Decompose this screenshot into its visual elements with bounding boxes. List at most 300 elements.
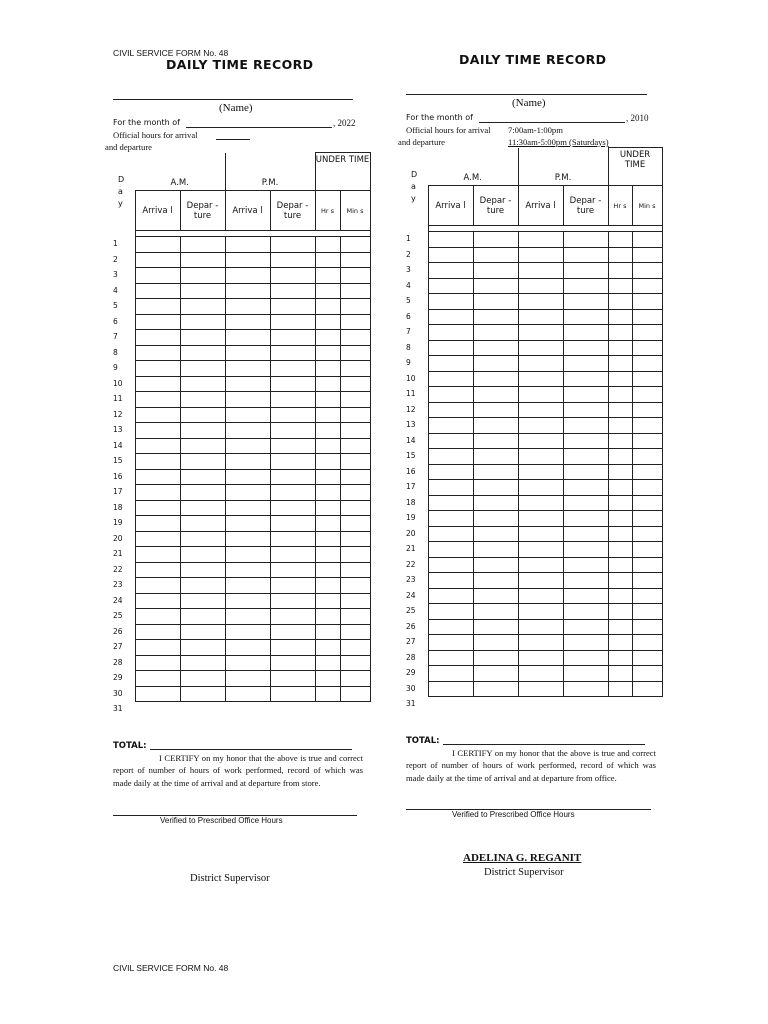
time-cell[interactable]: [428, 697, 473, 712]
time-cell[interactable]: [225, 330, 270, 346]
time-cell[interactable]: [632, 418, 662, 434]
time-cell[interactable]: [315, 438, 340, 454]
time-cell[interactable]: [563, 294, 608, 310]
time-cell[interactable]: [225, 438, 270, 454]
time-cell[interactable]: [428, 232, 473, 248]
time-cell[interactable]: [135, 314, 180, 330]
time-cell[interactable]: [315, 237, 340, 253]
time-cell[interactable]: [428, 340, 473, 356]
time-cell[interactable]: [428, 573, 473, 589]
time-cell[interactable]: [135, 671, 180, 687]
time-cell[interactable]: [225, 500, 270, 516]
time-cell[interactable]: [270, 624, 315, 640]
time-cell[interactable]: [518, 449, 563, 465]
time-cell[interactable]: [608, 232, 632, 248]
time-cell[interactable]: [270, 609, 315, 625]
time-cell[interactable]: [563, 387, 608, 403]
time-cell[interactable]: [315, 500, 340, 516]
time-cell[interactable]: [608, 697, 632, 712]
time-cell[interactable]: [180, 438, 225, 454]
time-cell[interactable]: [473, 480, 518, 496]
time-cell[interactable]: [632, 635, 662, 651]
time-cell[interactable]: [632, 402, 662, 418]
time-cell[interactable]: [135, 299, 180, 315]
time-cell[interactable]: [632, 557, 662, 573]
time-cell[interactable]: [608, 464, 632, 480]
time-cell[interactable]: [340, 423, 370, 439]
time-cell[interactable]: [270, 469, 315, 485]
time-cell[interactable]: [180, 330, 225, 346]
time-cell[interactable]: [340, 516, 370, 532]
time-cell[interactable]: [340, 531, 370, 547]
time-cell[interactable]: [315, 624, 340, 640]
time-cell[interactable]: [563, 635, 608, 651]
time-cell[interactable]: [632, 387, 662, 403]
time-cell[interactable]: [225, 469, 270, 485]
time-cell[interactable]: [518, 371, 563, 387]
time-cell[interactable]: [270, 454, 315, 470]
time-cell[interactable]: [428, 557, 473, 573]
time-cell[interactable]: [518, 557, 563, 573]
time-cell[interactable]: [608, 371, 632, 387]
time-cell[interactable]: [518, 247, 563, 263]
time-cell[interactable]: [340, 283, 370, 299]
time-cell[interactable]: [632, 650, 662, 666]
time-cell[interactable]: [340, 438, 370, 454]
time-cell[interactable]: [563, 681, 608, 697]
time-cell[interactable]: [180, 361, 225, 377]
time-cell[interactable]: [518, 588, 563, 604]
time-cell[interactable]: [315, 609, 340, 625]
time-cell[interactable]: [428, 681, 473, 697]
time-cell[interactable]: [180, 237, 225, 253]
time-cell[interactable]: [563, 495, 608, 511]
time-cell[interactable]: [180, 516, 225, 532]
time-cell[interactable]: [340, 547, 370, 563]
time-cell[interactable]: [563, 666, 608, 682]
time-cell[interactable]: [473, 325, 518, 341]
time-cell[interactable]: [632, 340, 662, 356]
time-cell[interactable]: [180, 562, 225, 578]
time-cell[interactable]: [428, 604, 473, 620]
time-cell[interactable]: [473, 666, 518, 682]
time-cell[interactable]: [563, 278, 608, 294]
time-cell[interactable]: [340, 593, 370, 609]
time-cell[interactable]: [315, 268, 340, 284]
time-cell[interactable]: [135, 423, 180, 439]
time-cell[interactable]: [563, 697, 608, 712]
time-cell[interactable]: [428, 325, 473, 341]
time-cell[interactable]: [518, 418, 563, 434]
time-cell[interactable]: [473, 619, 518, 635]
time-cell[interactable]: [340, 330, 370, 346]
time-cell[interactable]: [315, 578, 340, 594]
time-cell[interactable]: [340, 609, 370, 625]
time-cell[interactable]: [135, 407, 180, 423]
time-cell[interactable]: [270, 423, 315, 439]
time-cell[interactable]: [315, 283, 340, 299]
time-cell[interactable]: [225, 283, 270, 299]
time-cell[interactable]: [608, 278, 632, 294]
time-cell[interactable]: [270, 516, 315, 532]
time-cell[interactable]: [632, 464, 662, 480]
time-cell[interactable]: [340, 702, 370, 717]
time-cell[interactable]: [608, 573, 632, 589]
time-cell[interactable]: [563, 650, 608, 666]
time-cell[interactable]: [270, 268, 315, 284]
time-cell[interactable]: [473, 402, 518, 418]
time-cell[interactable]: [518, 511, 563, 527]
time-cell[interactable]: [518, 325, 563, 341]
time-cell[interactable]: [135, 686, 180, 702]
time-cell[interactable]: [225, 624, 270, 640]
time-cell[interactable]: [473, 449, 518, 465]
time-cell[interactable]: [632, 433, 662, 449]
time-cell[interactable]: [340, 361, 370, 377]
time-cell[interactable]: [315, 392, 340, 408]
time-cell[interactable]: [270, 500, 315, 516]
time-cell[interactable]: [180, 686, 225, 702]
time-cell[interactable]: [632, 495, 662, 511]
time-cell[interactable]: [632, 294, 662, 310]
time-cell[interactable]: [428, 309, 473, 325]
time-cell[interactable]: [180, 547, 225, 563]
time-cell[interactable]: [563, 325, 608, 341]
time-cell[interactable]: [473, 309, 518, 325]
time-cell[interactable]: [315, 655, 340, 671]
time-cell[interactable]: [632, 619, 662, 635]
time-cell[interactable]: [632, 356, 662, 372]
time-cell[interactable]: [473, 247, 518, 263]
time-cell[interactable]: [135, 500, 180, 516]
time-cell[interactable]: [270, 531, 315, 547]
time-cell[interactable]: [340, 454, 370, 470]
time-cell[interactable]: [518, 480, 563, 496]
time-cell[interactable]: [135, 376, 180, 392]
time-cell[interactable]: [180, 469, 225, 485]
time-cell[interactable]: [180, 314, 225, 330]
time-cell[interactable]: [135, 485, 180, 501]
time-cell[interactable]: [270, 686, 315, 702]
time-cell[interactable]: [340, 345, 370, 361]
time-cell[interactable]: [135, 330, 180, 346]
time-cell[interactable]: [315, 593, 340, 609]
time-cell[interactable]: [473, 356, 518, 372]
time-cell[interactable]: [428, 464, 473, 480]
time-cell[interactable]: [608, 356, 632, 372]
time-cell[interactable]: [428, 635, 473, 651]
time-cell[interactable]: [473, 511, 518, 527]
time-cell[interactable]: [428, 480, 473, 496]
time-cell[interactable]: [518, 263, 563, 279]
time-cell[interactable]: [180, 485, 225, 501]
time-cell[interactable]: [632, 681, 662, 697]
time-cell[interactable]: [563, 263, 608, 279]
time-cell[interactable]: [608, 604, 632, 620]
time-cell[interactable]: [428, 387, 473, 403]
time-cell[interactable]: [608, 495, 632, 511]
time-cell[interactable]: [563, 619, 608, 635]
time-cell[interactable]: [632, 573, 662, 589]
time-cell[interactable]: [340, 314, 370, 330]
time-cell[interactable]: [340, 469, 370, 485]
time-cell[interactable]: [563, 371, 608, 387]
time-cell[interactable]: [180, 376, 225, 392]
time-cell[interactable]: [563, 418, 608, 434]
time-cell[interactable]: [340, 407, 370, 423]
time-cell[interactable]: [225, 655, 270, 671]
time-cell[interactable]: [225, 593, 270, 609]
time-cell[interactable]: [315, 485, 340, 501]
time-cell[interactable]: [180, 268, 225, 284]
time-cell[interactable]: [473, 557, 518, 573]
time-cell[interactable]: [428, 650, 473, 666]
time-cell[interactable]: [518, 681, 563, 697]
time-cell[interactable]: [180, 624, 225, 640]
time-cell[interactable]: [608, 263, 632, 279]
time-cell[interactable]: [225, 485, 270, 501]
time-cell[interactable]: [632, 526, 662, 542]
time-cell[interactable]: [632, 604, 662, 620]
time-cell[interactable]: [225, 671, 270, 687]
time-cell[interactable]: [225, 454, 270, 470]
time-cell[interactable]: [315, 423, 340, 439]
time-cell[interactable]: [180, 392, 225, 408]
time-cell[interactable]: [428, 619, 473, 635]
time-cell[interactable]: [315, 299, 340, 315]
time-cell[interactable]: [563, 557, 608, 573]
time-cell[interactable]: [608, 635, 632, 651]
time-cell[interactable]: [135, 609, 180, 625]
time-cell[interactable]: [563, 588, 608, 604]
time-cell[interactable]: [315, 345, 340, 361]
time-cell[interactable]: [225, 361, 270, 377]
time-cell[interactable]: [428, 418, 473, 434]
time-cell[interactable]: [225, 376, 270, 392]
time-cell[interactable]: [270, 392, 315, 408]
time-cell[interactable]: [518, 402, 563, 418]
time-cell[interactable]: [270, 547, 315, 563]
time-cell[interactable]: [608, 666, 632, 682]
time-cell[interactable]: [563, 449, 608, 465]
time-cell[interactable]: [518, 526, 563, 542]
time-cell[interactable]: [135, 469, 180, 485]
time-cell[interactable]: [270, 283, 315, 299]
time-cell[interactable]: [632, 325, 662, 341]
time-cell[interactable]: [473, 387, 518, 403]
time-cell[interactable]: [473, 278, 518, 294]
time-cell[interactable]: [270, 671, 315, 687]
time-cell[interactable]: [473, 635, 518, 651]
time-cell[interactable]: [632, 449, 662, 465]
time-cell[interactable]: [473, 418, 518, 434]
time-cell[interactable]: [340, 500, 370, 516]
time-cell[interactable]: [135, 593, 180, 609]
time-cell[interactable]: [608, 387, 632, 403]
time-cell[interactable]: [180, 609, 225, 625]
time-cell[interactable]: [518, 387, 563, 403]
time-cell[interactable]: [135, 531, 180, 547]
time-cell[interactable]: [270, 578, 315, 594]
time-cell[interactable]: [180, 283, 225, 299]
time-cell[interactable]: [270, 237, 315, 253]
time-cell[interactable]: [135, 361, 180, 377]
time-cell[interactable]: [270, 330, 315, 346]
time-cell[interactable]: [428, 356, 473, 372]
time-cell[interactable]: [340, 252, 370, 268]
time-cell[interactable]: [315, 361, 340, 377]
time-cell[interactable]: [225, 345, 270, 361]
time-cell[interactable]: [608, 247, 632, 263]
time-cell[interactable]: [563, 309, 608, 325]
time-cell[interactable]: [225, 314, 270, 330]
time-cell[interactable]: [340, 392, 370, 408]
time-cell[interactable]: [225, 578, 270, 594]
time-cell[interactable]: [340, 299, 370, 315]
time-cell[interactable]: [473, 697, 518, 712]
time-cell[interactable]: [608, 418, 632, 434]
time-cell[interactable]: [473, 526, 518, 542]
time-cell[interactable]: [473, 604, 518, 620]
time-cell[interactable]: [180, 640, 225, 656]
time-cell[interactable]: [428, 247, 473, 263]
time-cell[interactable]: [180, 252, 225, 268]
time-cell[interactable]: [340, 237, 370, 253]
time-cell[interactable]: [632, 263, 662, 279]
time-cell[interactable]: [315, 516, 340, 532]
time-cell[interactable]: [270, 376, 315, 392]
time-cell[interactable]: [563, 573, 608, 589]
time-cell[interactable]: [608, 650, 632, 666]
time-cell[interactable]: [180, 593, 225, 609]
time-cell[interactable]: [225, 702, 270, 717]
time-cell[interactable]: [225, 516, 270, 532]
time-cell[interactable]: [518, 495, 563, 511]
time-cell[interactable]: [473, 464, 518, 480]
time-cell[interactable]: [518, 356, 563, 372]
time-cell[interactable]: [340, 376, 370, 392]
time-cell[interactable]: [428, 278, 473, 294]
time-cell[interactable]: [428, 511, 473, 527]
time-cell[interactable]: [563, 340, 608, 356]
time-cell[interactable]: [225, 609, 270, 625]
time-cell[interactable]: [608, 402, 632, 418]
time-cell[interactable]: [225, 237, 270, 253]
time-cell[interactable]: [608, 480, 632, 496]
time-cell[interactable]: [135, 438, 180, 454]
time-cell[interactable]: [608, 309, 632, 325]
time-cell[interactable]: [135, 516, 180, 532]
time-cell[interactable]: [563, 356, 608, 372]
time-cell[interactable]: [473, 650, 518, 666]
time-cell[interactable]: [135, 392, 180, 408]
time-cell[interactable]: [428, 449, 473, 465]
time-cell[interactable]: [270, 252, 315, 268]
time-cell[interactable]: [632, 588, 662, 604]
time-cell[interactable]: [632, 247, 662, 263]
time-cell[interactable]: [340, 268, 370, 284]
time-cell[interactable]: [608, 325, 632, 341]
time-cell[interactable]: [180, 345, 225, 361]
time-cell[interactable]: [135, 252, 180, 268]
time-cell[interactable]: [270, 562, 315, 578]
time-cell[interactable]: [135, 547, 180, 563]
time-cell[interactable]: [632, 697, 662, 712]
time-cell[interactable]: [563, 402, 608, 418]
time-cell[interactable]: [135, 268, 180, 284]
time-cell[interactable]: [632, 511, 662, 527]
time-cell[interactable]: [180, 423, 225, 439]
time-cell[interactable]: [518, 433, 563, 449]
time-cell[interactable]: [315, 531, 340, 547]
time-cell[interactable]: [340, 624, 370, 640]
time-cell[interactable]: [135, 655, 180, 671]
time-cell[interactable]: [518, 309, 563, 325]
time-cell[interactable]: [270, 438, 315, 454]
time-cell[interactable]: [315, 252, 340, 268]
time-cell[interactable]: [340, 485, 370, 501]
time-cell[interactable]: [608, 294, 632, 310]
time-cell[interactable]: [270, 640, 315, 656]
time-cell[interactable]: [608, 619, 632, 635]
time-cell[interactable]: [135, 345, 180, 361]
time-cell[interactable]: [518, 697, 563, 712]
time-cell[interactable]: [315, 330, 340, 346]
time-cell[interactable]: [315, 702, 340, 717]
time-cell[interactable]: [428, 542, 473, 558]
time-cell[interactable]: [518, 278, 563, 294]
time-cell[interactable]: [608, 588, 632, 604]
time-cell[interactable]: [428, 588, 473, 604]
time-cell[interactable]: [340, 640, 370, 656]
time-cell[interactable]: [473, 263, 518, 279]
time-cell[interactable]: [428, 433, 473, 449]
time-cell[interactable]: [225, 547, 270, 563]
time-cell[interactable]: [135, 578, 180, 594]
time-cell[interactable]: [563, 464, 608, 480]
time-cell[interactable]: [518, 650, 563, 666]
time-cell[interactable]: [340, 562, 370, 578]
time-cell[interactable]: [428, 263, 473, 279]
time-cell[interactable]: [428, 402, 473, 418]
time-cell[interactable]: [608, 557, 632, 573]
time-cell[interactable]: [315, 562, 340, 578]
time-cell[interactable]: [315, 686, 340, 702]
time-cell[interactable]: [632, 371, 662, 387]
time-cell[interactable]: [340, 655, 370, 671]
time-cell[interactable]: [270, 345, 315, 361]
time-cell[interactable]: [180, 702, 225, 717]
time-cell[interactable]: [180, 454, 225, 470]
time-cell[interactable]: [135, 454, 180, 470]
time-cell[interactable]: [518, 666, 563, 682]
time-cell[interactable]: [428, 526, 473, 542]
time-cell[interactable]: [225, 252, 270, 268]
time-cell[interactable]: [180, 299, 225, 315]
time-cell[interactable]: [135, 702, 180, 717]
time-cell[interactable]: [608, 681, 632, 697]
time-cell[interactable]: [225, 268, 270, 284]
time-cell[interactable]: [270, 361, 315, 377]
time-cell[interactable]: [428, 495, 473, 511]
time-cell[interactable]: [180, 578, 225, 594]
time-cell[interactable]: [608, 340, 632, 356]
time-cell[interactable]: [340, 671, 370, 687]
time-cell[interactable]: [608, 433, 632, 449]
time-cell[interactable]: [180, 655, 225, 671]
time-cell[interactable]: [270, 593, 315, 609]
time-cell[interactable]: [473, 588, 518, 604]
